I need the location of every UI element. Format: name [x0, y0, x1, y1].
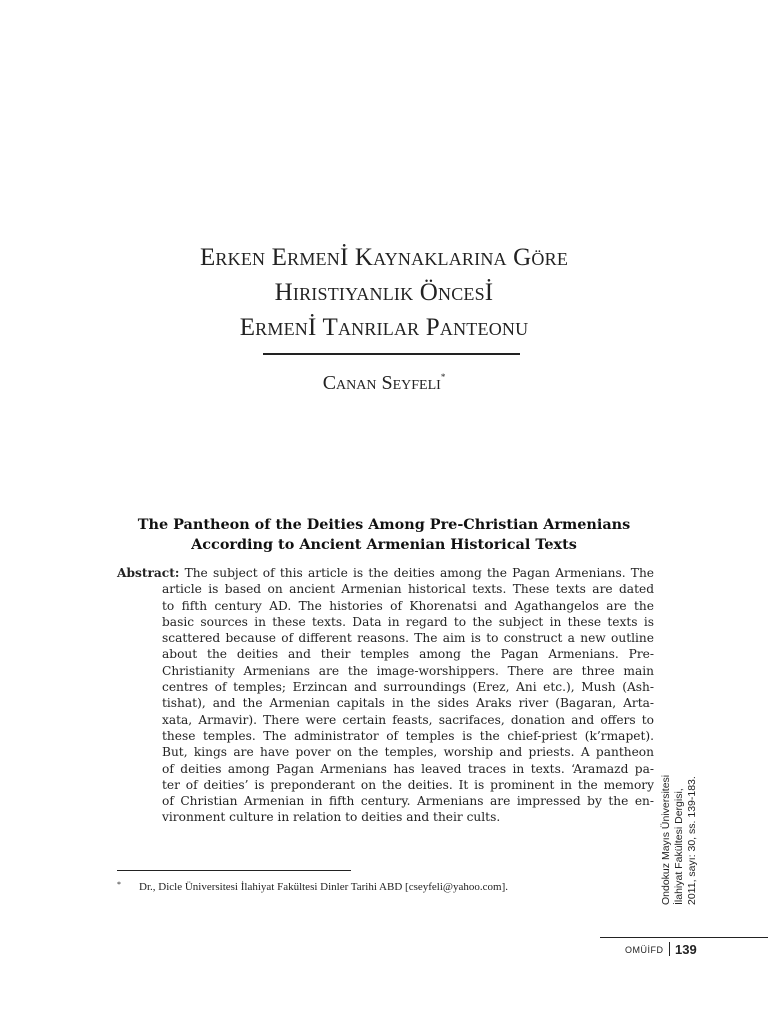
article-title	[0, 240, 768, 345]
abstract-line-text: The subject of this article is the deities among the Pagan Armenians. The	[184, 566, 654, 580]
abstract-line: these temples. The administrator of temples is the chief-priest (k’rmapet).	[162, 728, 654, 743]
english-title-line-2: According to Ancient Armenian Historical Texts	[191, 536, 577, 553]
page-number: 139	[675, 942, 697, 957]
abstract	[117, 565, 654, 826]
footnote-mark: *	[117, 880, 121, 889]
abstract-label: Abstract:	[117, 566, 180, 580]
english-title-line-1: The Pantheon of the Deities Among Pre-Christian Armenians	[137, 516, 631, 533]
journal-abbreviation: OMÜİFD	[625, 945, 664, 955]
abstract-line: vironment culture in relation to deities and their cults.	[162, 810, 501, 825]
abstract-line: ter of deities’ is preponderant on the deities. It is prominent in the memory	[162, 777, 654, 792]
abstract-line: xata, Armavir). There were certain feasts, sacrifaces, donation and offers to	[162, 712, 654, 727]
journal-citation-sidebar	[660, 775, 699, 905]
footer-separator	[669, 942, 671, 956]
author-text: Canan Seyfeli	[322, 372, 441, 394]
english-title	[0, 515, 768, 555]
footnote	[117, 880, 508, 893]
citation-line-1: Ondokuz Mayıs Üniversitesi	[660, 774, 672, 905]
abstract-line: of Christian Armenian in fifth century. Armenians are impressed by the en-	[162, 794, 654, 809]
author-name	[0, 372, 768, 395]
abstract-line: basic sources in these texts. Data in regard to the subject in these texts is	[162, 614, 654, 629]
footnote-divider	[117, 870, 351, 871]
title-line-1: Erken Ermenİ Kaynaklarına Göre	[199, 244, 569, 271]
citation-line-3: 2011, sayı: 30, ss. 139-183.	[686, 776, 698, 905]
abstract-line: Christianity Armenians are the image-worshippers. There are three main	[162, 663, 654, 678]
abstract-line	[117, 565, 654, 581]
title-line-3: Ermenİ Tanrılar Panteonu	[239, 314, 529, 341]
abstract-line: centres of temples; Erzincan and surroundings (Erez, Ani etc.), Mush (Ash-	[162, 680, 654, 695]
footer-divider	[600, 937, 768, 938]
abstract-line: tishat), and the Armenian capitals in the sides Araks river (Bagaran, Arta-	[162, 696, 654, 711]
title-divider	[263, 353, 520, 355]
abstract-line: scattered because of different reasons. The aim is to construct a new outline	[162, 631, 654, 646]
citation-line-2: İlahiyat Fakültesi Dergisi,	[673, 788, 685, 905]
page-footer	[625, 941, 697, 959]
abstract-line: about the deities and their temples among the Pagan Armenians. Pre-	[162, 647, 654, 662]
title-line-2: Hırıstıyanlık Öncesİ	[274, 279, 494, 306]
abstract-line: of deities among Pagan Armenians has leaved traces in texts. ‘Aramazd pa-	[162, 761, 654, 776]
abstract-line: But, kings are have pover on the temples, worship and priests. A pantheon	[162, 745, 654, 760]
footnote-text: Dr., Dicle Üniversitesi İlahiyat Fakültesi Dinler Tarihi ABD [cseyfeli@yahoo.com].	[139, 881, 509, 893]
author-footnote-mark[interactable]: *	[440, 372, 446, 382]
abstract-line: to fifth century AD. The histories of Khorenatsi and Agathangelos are the	[162, 598, 654, 613]
abstract-line: article is based on ancient Armenian historical texts. These texts are dated	[162, 582, 654, 597]
